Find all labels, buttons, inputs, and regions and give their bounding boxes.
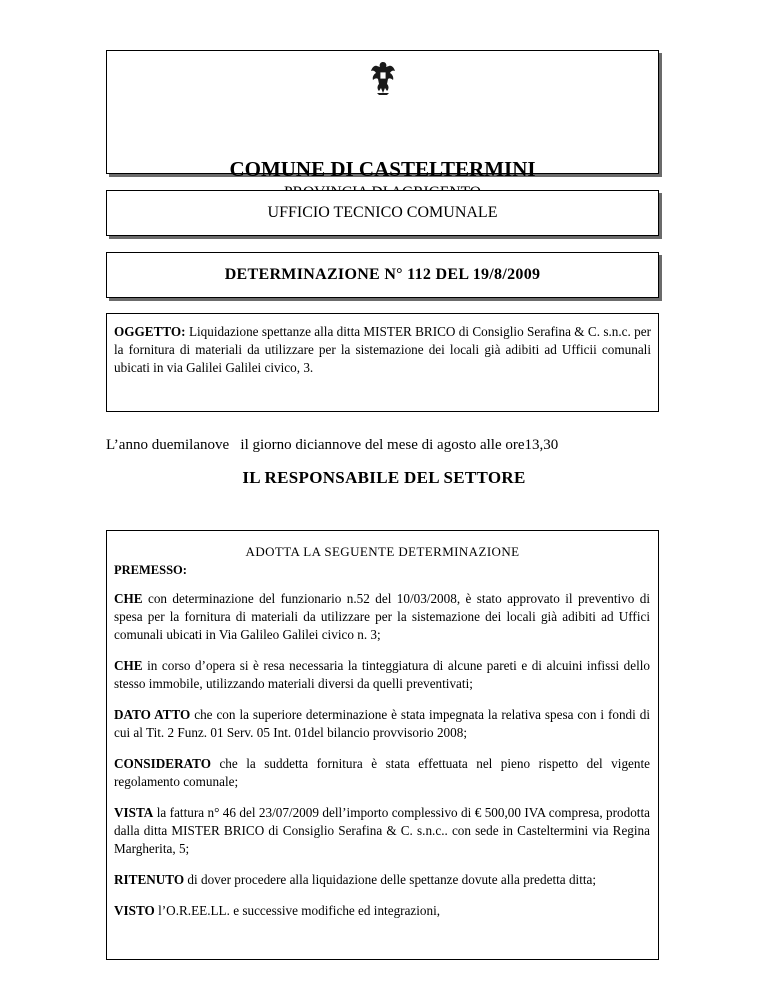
- paragraph-lead: CHE: [114, 658, 143, 673]
- paragraph-lead: CHE: [114, 591, 143, 606]
- premesso-paragraphs: [114, 590, 650, 933]
- determinazione-box: [106, 252, 659, 298]
- comune-title: COMUNE DI CASTELTERMINI: [229, 157, 536, 181]
- paragraph-lead: CONSIDERATO: [114, 756, 211, 771]
- paragraph: [114, 590, 650, 644]
- premesso-label: PREMESSO:: [114, 563, 187, 577]
- adotta-heading: ADOTTA LA SEGUENTE DETERMINAZIONE: [245, 544, 520, 559]
- paragraph-text: in corso d’opera si è resa necessaria la tinteggiatura di alcune pareti e di alcuini infissi dello stesso immobile, utilizzando materiali diversi da quelli preventivati;: [114, 658, 650, 691]
- oggetto-box: [106, 313, 659, 412]
- body-box: [106, 530, 659, 960]
- anno-line: L’anno duemilanove il giorno diciannove del mese di agosto alle ore13,30: [106, 437, 559, 453]
- paragraph-text: che con la superiore determinazione è stata impegnata la relativa spesa con i fondi di cui al Tit. 2 Funz. 01 Serv. 05 Int. 01del bilancio provvisorio 2008;: [114, 707, 651, 740]
- paragraph-text: con determinazione del funzionario n.52 del 10/03/2008, è stato approvato il preventivo di spesa per la fornitura di materiali da utilizzare per la sistemazione dei locali già adibiti ad Uffici comunali ubicati in Via Galileo Galilei civico n. 3;: [114, 591, 650, 642]
- header-box: [106, 50, 659, 181]
- ufficio-label: UFFICIO TECNICO COMUNALE: [267, 204, 498, 221]
- paragraph-text: di dover procedere alla liquidazione delle spettanze dovute alla predetta ditta;: [184, 872, 597, 887]
- paragraph: [114, 706, 650, 742]
- eagle-crest-icon: [368, 60, 398, 96]
- responsabile-heading: IL RESPONSABILE DEL SETTORE: [242, 468, 526, 487]
- paragraph-lead: VISTA: [114, 805, 154, 820]
- determinazione-title: DETERMINAZIONE N° 112 DEL 19/8/2009: [224, 266, 541, 283]
- paragraph: [114, 657, 650, 693]
- paragraph-text: l’O.R.EE.LL. e successive modifiche ed integrazioni,: [154, 903, 441, 918]
- paragraph-text: che la suddetta fornitura è stata effettuata nel pieno rispetto del vigente regolamento comunale;: [114, 756, 650, 789]
- paragraph-lead: VISTO: [114, 903, 155, 918]
- paragraph-text: la fattura n° 46 del 23/07/2009 dell’importo complessivo di € 500,00 IVA compresa, prodotta dalla ditta MISTER BRICO di Consiglio Serafina & C. s.n.c.. con sede in Casteltermini via Regina Margherita, 5;: [114, 805, 650, 856]
- paragraph-lead: RITENUTO: [114, 872, 185, 887]
- paragraph-lead: DATO ATTO: [114, 707, 191, 722]
- oggetto-label: OGGETTO:: [114, 324, 186, 339]
- oggetto-body: Liquidazione spettanze alla ditta MISTER BRICO di Consiglio Serafina & C. s.n.c. per la fornitura di materiali da utilizzare per la sistemazione dei locali già adibiti ad Ufficii comunali ubicati in via Galilei Galilei civico, 3.: [114, 324, 652, 375]
- paragraph: [114, 871, 650, 889]
- paragraph: [114, 902, 650, 920]
- paragraph: [114, 804, 650, 858]
- paragraph: [114, 755, 650, 791]
- ufficio-box: [106, 190, 659, 236]
- oggetto-text: [114, 323, 651, 377]
